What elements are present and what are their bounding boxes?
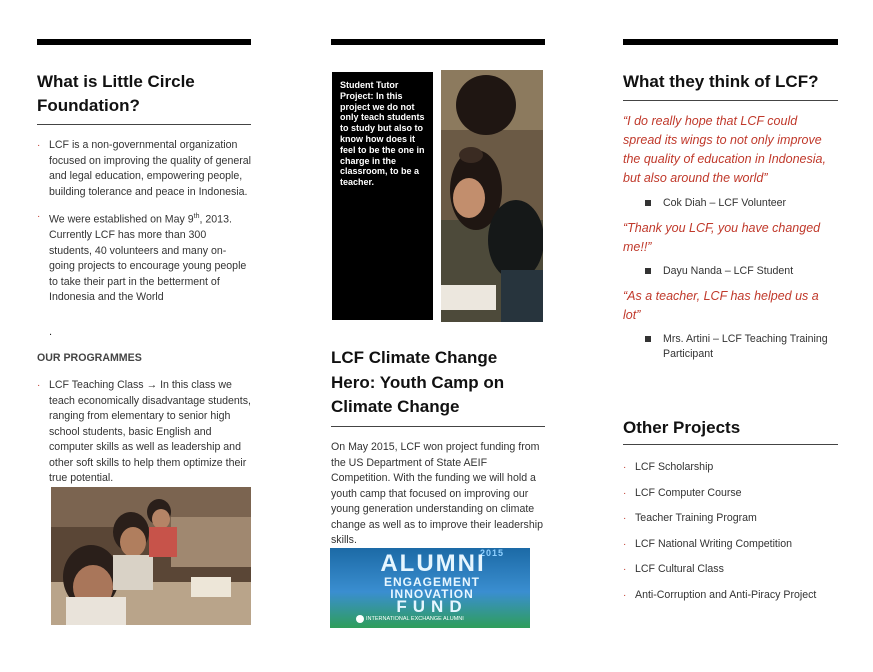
bullet-dot: ·: [623, 462, 627, 473]
bullet-dot: ·: [623, 538, 627, 550]
square-bullet-icon: [645, 336, 651, 342]
bullet-dot: ·: [37, 140, 41, 151]
programme-text: LCF Teaching Class → In this class we teach economically disadvantage students, ranging from elementary to senior high school students, basic English and computer skills as well as leadership and other soft skills to help them optimize their true potential.: [49, 379, 251, 484]
caption-text: Student Tutor Project: In this project we do not only teach students to study but also to know how does it feel to be the one in charge in the classroom, to be a teacher.: [340, 80, 425, 188]
project-text: LCF National Writing Competition: [635, 537, 793, 550]
seal-icon: [356, 615, 364, 623]
testimonial-author-2: [623, 264, 838, 279]
established-sup: th: [193, 213, 200, 220]
testimonial-quote-2: “Thank you LCF, you have changed me!!”: [623, 221, 821, 254]
aeif-logo: [330, 548, 530, 628]
logo-footer: INTERNATIONAL EXCHANGE ALUMNI: [366, 616, 464, 622]
logo-line4: FUND: [396, 597, 468, 616]
left-heading-rule: [37, 124, 251, 125]
author-text-1: Cok Diah – LCF Volunteer: [663, 197, 787, 209]
author-text-2: Dayu Nanda – LCF Student: [663, 265, 794, 277]
project-item: [623, 486, 838, 502]
classroom-photo: [51, 487, 251, 625]
other-projects-heading: Other Projects: [623, 418, 741, 437]
stray-dot: .: [49, 326, 53, 338]
logo-year: 2015: [479, 548, 504, 558]
bullet-dot: ·: [623, 513, 627, 524]
project-text: LCF Scholarship: [635, 461, 714, 473]
left-about-list: [37, 138, 251, 306]
student-tutor-photo: [441, 70, 543, 322]
testimonials: [623, 112, 838, 362]
programmes-list: [37, 378, 251, 487]
bullet-dot: ·: [623, 589, 627, 601]
project-item: [623, 562, 838, 578]
middle-top-bar: [331, 39, 545, 45]
projects-list: [623, 460, 838, 603]
left-heading: What is Little Circle Foundation?: [37, 72, 195, 115]
bullet-dot: ·: [623, 487, 627, 499]
author-text-3: Mrs. Artini – LCF Teaching Training Participant: [663, 333, 828, 360]
about-bullet-2: [37, 209, 251, 306]
testimonial-author-1: [623, 196, 838, 211]
right-heading-rule: [623, 100, 838, 101]
testimonial-author-3: [623, 332, 838, 362]
bullet-dot: ·: [37, 380, 41, 391]
project-item: [623, 460, 838, 476]
project-item: [623, 511, 838, 527]
project-text: Teacher Training Program: [635, 512, 757, 524]
bullet-dot: ·: [623, 564, 627, 575]
established-post: , 2013. Currently LCF has more than 300 students, 40 volunteers and many on-going projects to encourage young people to take their part in the betterment of Indonesia and the World: [49, 213, 247, 304]
right-top-bar: [623, 39, 838, 45]
programme-item: [37, 378, 251, 487]
established-pre: We were established on May 9: [49, 213, 194, 226]
project-text: Anti-Corruption and Anti-Piracy Project: [635, 588, 817, 601]
about-text-1: LCF is a non-governmental organization focused on improving the quality of general and legal education, empowering people, building tolerance and peace in Indonesia.: [49, 139, 251, 198]
other-projects-rule: [623, 444, 838, 445]
middle-heading-rule: [331, 426, 545, 427]
middle-body: On May 2015, LCF won project funding from the US Department of State AEIF Competition. With the funding we will hold a youth camp that focused on improving our young generation understanding on climate change as well as to improve their leadership skills.: [331, 441, 543, 546]
bullet-dot: ·: [37, 211, 41, 222]
left-top-bar: [37, 39, 251, 45]
logo-line1: ALUMNI: [380, 550, 486, 577]
right-heading: What they think of LCF?: [623, 72, 819, 91]
square-bullet-icon: [645, 200, 651, 206]
caption-box: [332, 72, 433, 320]
project-text: LCF Cultural Class: [635, 563, 724, 575]
logo-line3: INNOVATION: [390, 587, 474, 601]
about-bullet-1: [37, 138, 251, 200]
project-item: [623, 537, 838, 553]
square-bullet-icon: [645, 268, 651, 274]
middle-heading: LCF Climate Change Hero: Youth Camp on Climate Change: [331, 348, 505, 416]
testimonial-quote-3: “As a teacher, LCF has helped us a lot”: [623, 289, 819, 322]
project-text: LCF Computer Course: [635, 486, 742, 499]
logo-line2: ENGAGEMENT: [383, 575, 480, 589]
programmes-heading: OUR PROGRAMMES: [37, 352, 142, 364]
testimonial-quote-1: “I do really hope that LCF could spread its wings to not only improve the quality of education in Indonesia, but also around the world”: [623, 114, 826, 185]
project-item: [623, 588, 838, 604]
